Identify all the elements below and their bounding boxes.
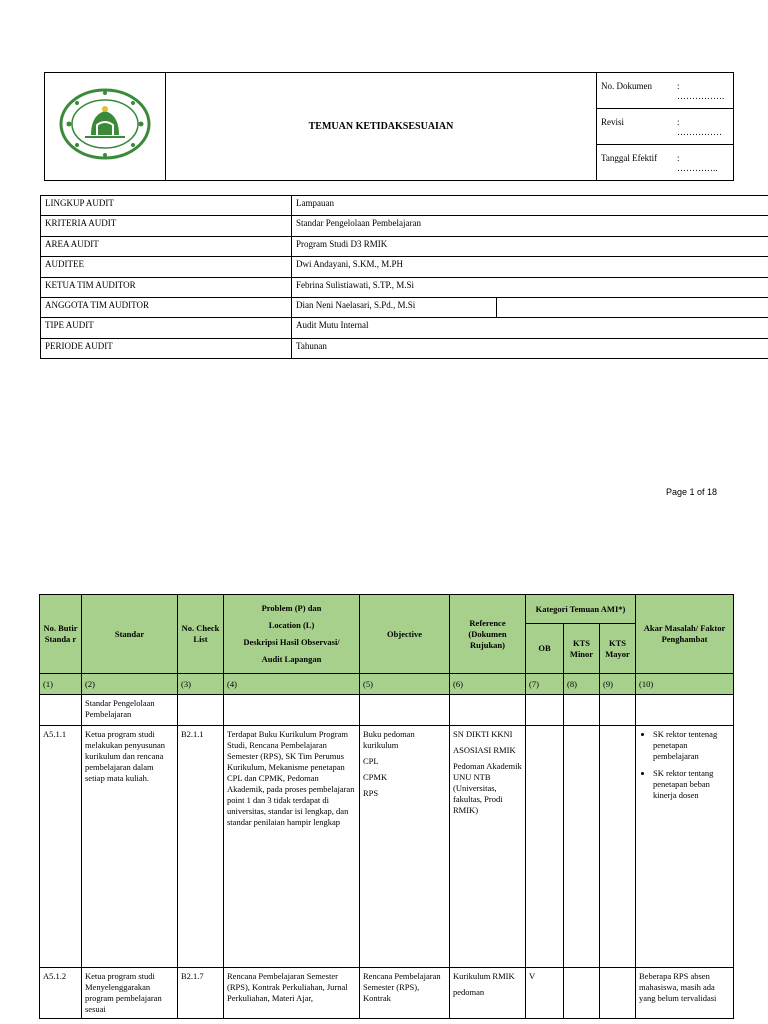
audit-label: KETUA TIM AUDITOR xyxy=(41,277,292,297)
audit-value: Dwi Andayani, S.KM., M.PH xyxy=(292,257,768,277)
col-header-no-check: No. Check List xyxy=(178,595,224,674)
audit-value: Program Studi D3 RMIK xyxy=(292,236,768,256)
audit-value: Tahunan xyxy=(292,338,768,358)
audit-row xyxy=(41,196,768,216)
audit-label: AUDITEE xyxy=(41,257,292,277)
row-ob xyxy=(526,726,564,968)
col-header-ob: OB xyxy=(526,624,564,674)
row-kts-minor xyxy=(564,968,600,1019)
audit-label: TIPE AUDIT xyxy=(41,318,292,338)
audit-row xyxy=(41,338,768,358)
row-akar: Beberapa RPS absen mahasiswa, masih ada yang belum tervalidasi xyxy=(636,968,734,1019)
section-row xyxy=(40,695,734,726)
audit-value: Dian Neni Naelasari, S.Pd., M.Si xyxy=(292,297,497,317)
col-number: (7) xyxy=(526,674,564,695)
col-number: (4) xyxy=(224,674,360,695)
audit-label: PERIODE AUDIT xyxy=(41,338,292,358)
document-header xyxy=(44,72,734,181)
column-number-row xyxy=(40,674,734,695)
row-kts-mayor xyxy=(600,726,636,968)
col-header-kts-mayor: KTS Mayor xyxy=(600,624,636,674)
col-number: (5) xyxy=(360,674,450,695)
audit-info-table xyxy=(40,195,768,359)
audit-value: Standar Pengelolaan Pembelajaran xyxy=(292,216,768,236)
audit-label: LINGKUP AUDIT xyxy=(41,196,292,216)
table-row xyxy=(40,968,734,1019)
audit-value: Lampauan xyxy=(292,196,768,216)
col-number: (3) xyxy=(178,674,224,695)
audit-row xyxy=(41,277,768,297)
audit-row xyxy=(41,318,768,338)
section-label: Standar Pengelolaan Pembelajaran xyxy=(82,695,178,726)
col-header-problem: Problem (P) dan Location (L) Deskripsi Hasil Observasi/ Audit Lapangan xyxy=(224,595,360,674)
meta-tanggal-efektif: Tanggal Efektif : ………….. xyxy=(597,145,734,181)
col-number: (8) xyxy=(564,674,600,695)
row-kts-minor xyxy=(564,726,600,968)
row-no: A5.1.1 xyxy=(40,726,82,968)
university-logo xyxy=(55,85,155,163)
col-number: (6) xyxy=(450,674,526,695)
row-reference: SN DIKTI KKNI ASOSIASI RMIK Pedoman Akademik UNU NTB (Universitas, fakultas, Prodi RMIK) xyxy=(450,726,526,968)
row-standar: Ketua program studi Menyelenggarakan program pembelajaran sesuai xyxy=(82,968,178,1019)
audit-value: Audit Mutu Internal xyxy=(292,318,768,338)
col-number: (9) xyxy=(600,674,636,695)
col-number: (1) xyxy=(40,674,82,695)
row-problem: Rencana Pembelajaran Semester (RPS), Kontrak Perkuliahan, Jurnal Perkuliahan, Materi Ajar, xyxy=(224,968,360,1019)
row-check: B2.1.7 xyxy=(178,968,224,1019)
audit-label: KRITERIA AUDIT xyxy=(41,216,292,236)
findings-table xyxy=(39,594,734,1019)
col-header-no-butir: No. Butir Standa r xyxy=(40,595,82,674)
audit-value-extra xyxy=(497,297,768,317)
row-kts-mayor xyxy=(600,968,636,1019)
audit-row xyxy=(41,236,768,256)
table-row xyxy=(40,726,734,968)
audit-label: ANGGOTA TIM AUDITOR xyxy=(41,297,292,317)
row-akar: • SK rektor tentenag penetapan pembelajaran • SK rektor tentang penetapan beban kinerja dosen xyxy=(636,726,734,968)
col-number: (10) xyxy=(636,674,734,695)
audit-row xyxy=(41,257,768,277)
col-number: (2) xyxy=(82,674,178,695)
meta-no-dokumen: No. Dokumen : ……………. xyxy=(597,73,734,109)
meta-revisi: Revisi : …………… xyxy=(597,109,734,145)
page-number: Page 1 of 18 xyxy=(666,487,718,497)
row-problem: Terdapat Buku Kurikulum Program Studi, Rencana Pembelajaran Semester (RPS), SK Tim Perumus Kurikulum, Mekanisme penetapan CPL dan CPMK, Pedoman Akademik, pada proses pembelajaran point 1 dan 3 tidak terdapat di universitas, standar isi lengkap, dan standar penilaian hampir lengkap xyxy=(224,726,360,968)
audit-row xyxy=(41,297,768,317)
row-objective: Rencana Pembelajaran Semester (RPS), Kontrak xyxy=(360,968,450,1019)
row-standar: Ketua program studi melakukan penyusunan kurikulum dan rencana pembelajaran dalam setiap mata kuliah. xyxy=(82,726,178,968)
col-header-akar: Akar Masalah/ Faktor Penghambat xyxy=(636,595,734,674)
row-check: B2.1.1 xyxy=(178,726,224,968)
audit-label: AREA AUDIT xyxy=(41,236,292,256)
audit-row xyxy=(41,216,768,236)
audit-value: Febrina Sulistiawati, S.TP., M.Si xyxy=(292,277,768,297)
row-ob: V xyxy=(526,968,564,1019)
col-header-kts-minor: KTS Minor xyxy=(564,624,600,674)
logo-cell xyxy=(45,73,166,181)
document-title: TEMUAN KETIDAKSESUAIAN xyxy=(166,73,597,181)
col-header-kategori: Kategori Temuan AMI*) xyxy=(526,595,636,624)
col-header-reference: Reference (Dokumen Rujukan) xyxy=(450,595,526,674)
col-header-objective: Objective xyxy=(360,595,450,674)
row-reference: Kurikulum RMIK pedoman xyxy=(450,968,526,1019)
col-header-standar: Standar xyxy=(82,595,178,674)
row-no: A5.1.2 xyxy=(40,968,82,1019)
row-objective: Buku pedoman kurikulum CPL CPMK RPS xyxy=(360,726,450,968)
